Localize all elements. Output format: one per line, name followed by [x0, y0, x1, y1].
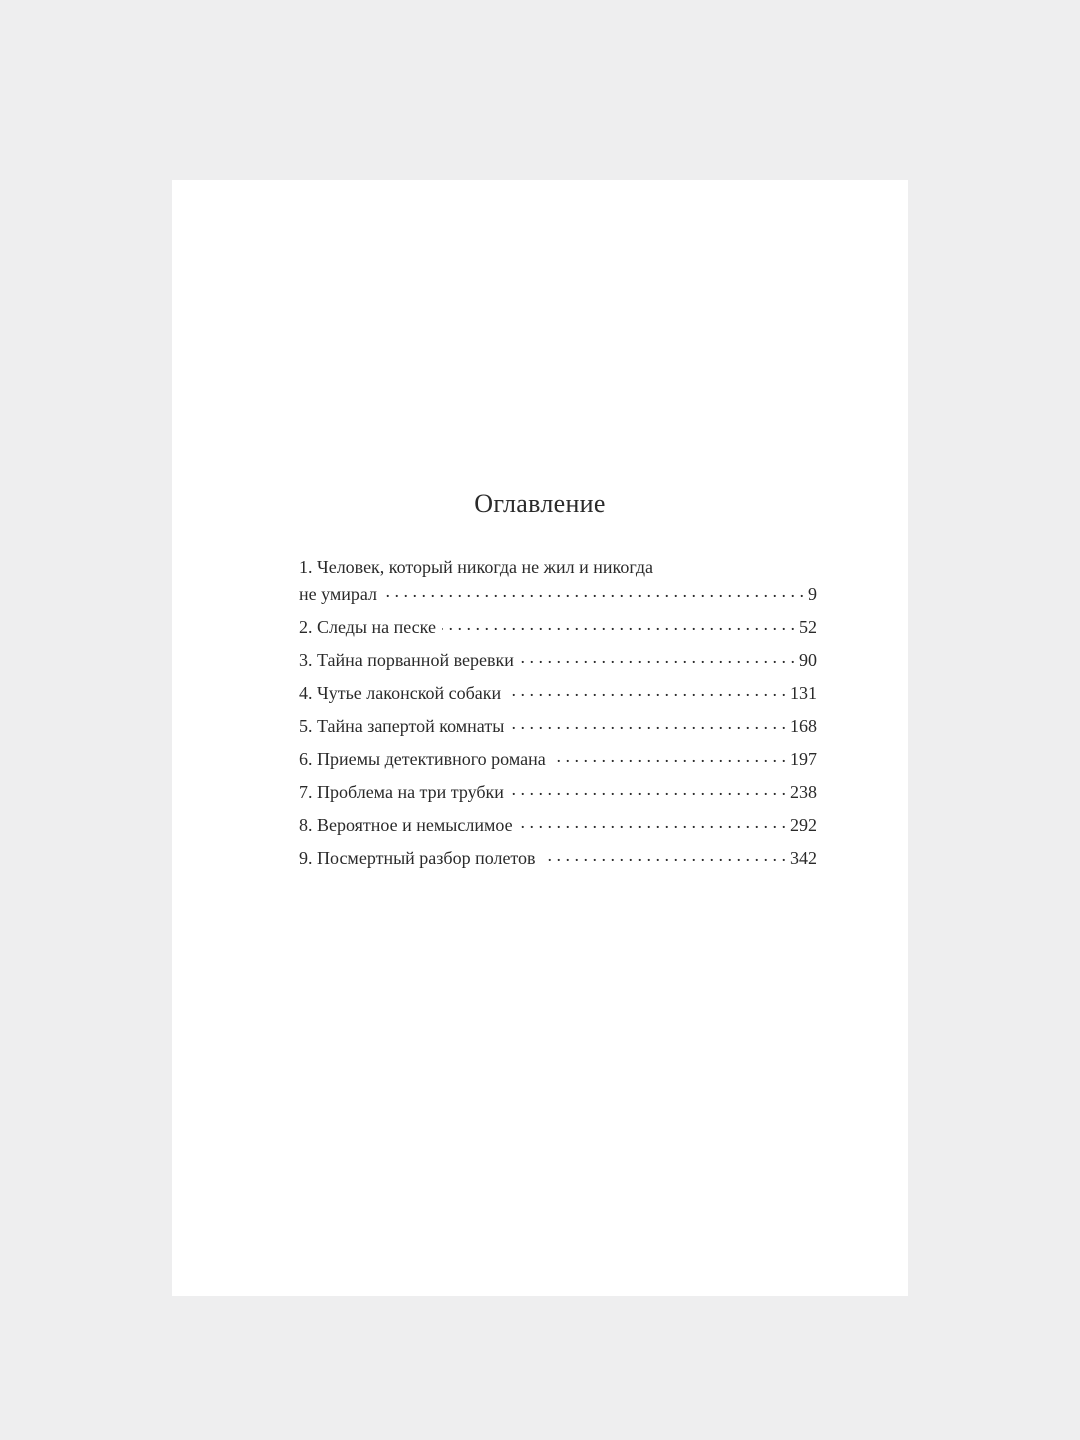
toc-entry-9: [299, 844, 817, 871]
dot-leader: [519, 811, 786, 831]
table-of-contents: [299, 554, 817, 871]
toc-entry-8-label: 8. Вероятное и немыслимое: [299, 815, 513, 835]
toc-entry-2-label: 2. Следы на песке: [299, 617, 436, 637]
toc-entry-6-label: 6. Приемы детективного романа: [299, 749, 546, 769]
toc-entry-8: [299, 811, 817, 838]
dot-leader: [510, 712, 786, 732]
toc-entry-6: [299, 745, 817, 772]
toc-entry-9-page: 342: [790, 848, 817, 868]
toc-entry-4-label: 4. Чутье лаконской собаки: [299, 683, 502, 703]
toc-entry-8-page: 292: [790, 815, 817, 835]
toc-entry-1-first-line: 1. Человек, который никогда не жил и никогда: [299, 557, 654, 577]
toc-entry-4: [299, 679, 817, 706]
toc-entry-5: [299, 712, 817, 739]
dot-leader: [542, 844, 786, 864]
toc-entry-9-label: 9. Посмертный разбор полетов: [299, 848, 536, 868]
dot-leader: [520, 646, 795, 666]
toc-entry-7-label: 7. Проблема на три трубки: [299, 782, 504, 802]
toc-entry-7-page: 238: [790, 782, 817, 802]
toc-heading: Оглавление: [474, 489, 606, 518]
toc-entry-2-page: 52: [799, 617, 817, 637]
toc-entry-3-label: 3. Тайна порванной веревки: [299, 650, 514, 670]
dot-leader: [552, 745, 786, 765]
toc-entry-4-page: 131: [790, 683, 817, 703]
dot-leader: [383, 580, 804, 600]
toc-entry-1-label: не умирал: [299, 584, 378, 604]
toc-entry-6-page: 197: [790, 749, 817, 769]
dot-leader: [510, 778, 786, 798]
dot-leader: [442, 613, 795, 633]
toc-entry-7: [299, 778, 817, 805]
toc-entry-1: [299, 554, 817, 607]
toc-entry-3: [299, 646, 817, 673]
dot-leader: [507, 679, 786, 699]
toc-entry-1-page: 9: [808, 584, 817, 604]
toc-entry-5-label: 5. Тайна запертой комнаты: [299, 716, 505, 736]
toc-entry-3-page: 90: [799, 650, 817, 670]
toc-entry-5-page: 168: [790, 716, 817, 736]
toc-entry-2: [299, 613, 817, 640]
